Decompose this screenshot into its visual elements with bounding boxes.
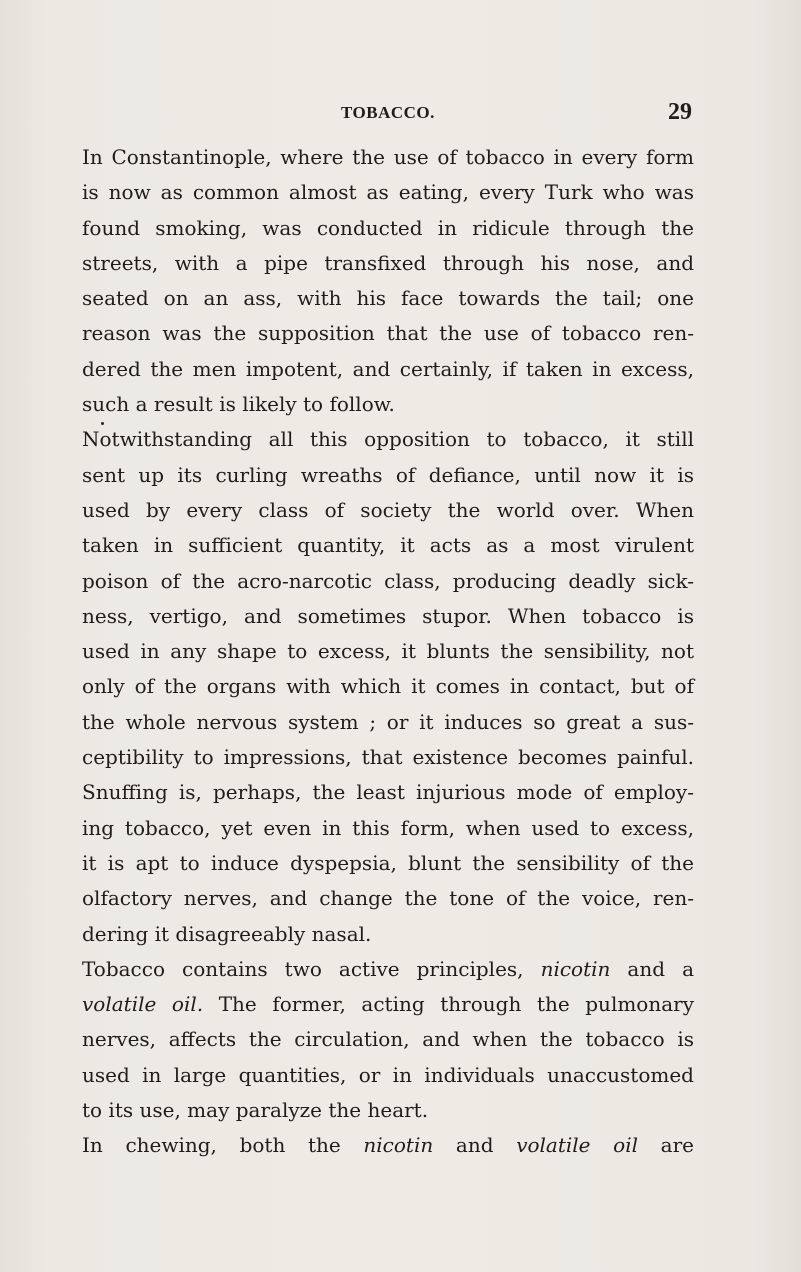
italic-term: volatile oil.	[82, 992, 204, 1017]
body-text	[82, 140, 694, 1164]
text-line: Notwithstanding all this opposition to tobacco, it still	[82, 427, 694, 452]
text-line: dered the men impotent, and certainly, if taken in excess,	[82, 356, 694, 381]
text-run: and	[433, 1133, 517, 1158]
text-line: In Constantinople, where the use of tobacco in every form	[82, 145, 694, 169]
text-run: The former, acting through the pulmonary	[203, 992, 695, 1017]
text-line: to its use, may paralyze the heart.	[82, 1098, 429, 1123]
text-run: and a	[610, 956, 694, 981]
text-line: used in large quantities, or in individuals unaccustomed	[82, 1062, 694, 1087]
text-line: ing tobacco, yet even in this form, when used to excess,	[82, 815, 694, 840]
italic-term: volatile oil	[516, 1133, 639, 1158]
running-head	[0, 99, 801, 127]
text-line: olfactory nerves, and change the tone of the voice, ren-	[82, 886, 694, 911]
text-line: dering it disagreeably nasal.	[82, 921, 372, 946]
text-line: Snuffing is, perhaps, the least injurious mode of employ-	[82, 780, 694, 805]
text-line: used in any shape to excess, it blunts the sensibility, not	[82, 639, 694, 664]
text-line: such a result is likely to follow.	[82, 392, 395, 417]
text-line: found smoking, was conducted in ridicule through the	[82, 215, 694, 240]
text-line: used by every class of society the world over. When	[82, 497, 694, 522]
text-run: In chewing, both the	[82, 1133, 364, 1158]
text-line: ness, vertigo, and sometimes stupor. When tobacco is	[82, 603, 694, 628]
text-run: are	[638, 1133, 694, 1158]
text-line: streets, with a pipe transfixed through his nose, and	[82, 250, 694, 275]
text-line: only of the organs with which it comes in contact, but of	[82, 674, 694, 699]
text-line	[82, 987, 694, 1022]
text-line: reason was the supposition that the use of tobacco ren-	[82, 321, 694, 346]
text-line: seated on an ass, with his face towards the tail; one	[82, 286, 694, 311]
text-line: is now as common almost as eating, every Turk who was	[82, 180, 694, 205]
text-run: Tobacco contains two active principles,	[82, 956, 541, 981]
running-head-title: TOBACCO.	[341, 103, 435, 122]
text-line	[82, 1128, 694, 1163]
text-line	[82, 952, 694, 987]
text-line: sent up its curling wreaths of defiance, until now it is	[82, 462, 694, 487]
text-line: taken in sufficient quantity, it acts as a most virulent	[82, 533, 694, 558]
text-line: poison of the acro-narcotic class, producing deadly sick-	[82, 568, 694, 593]
print-speck	[101, 422, 104, 425]
text-line: the whole nervous system ; or it induces so great a sus-	[82, 709, 694, 734]
text-line: nerves, affects the circulation, and when the tobacco is	[82, 1027, 694, 1052]
text-line: ceptibility to impressions, that existence becomes painful.	[82, 745, 694, 770]
italic-term: nicotin	[363, 1133, 434, 1158]
italic-term: nicotin	[540, 956, 611, 981]
page-number: 29	[668, 99, 692, 125]
text-line: it is apt to induce dyspepsia, blunt the sensibility of the	[82, 850, 694, 875]
